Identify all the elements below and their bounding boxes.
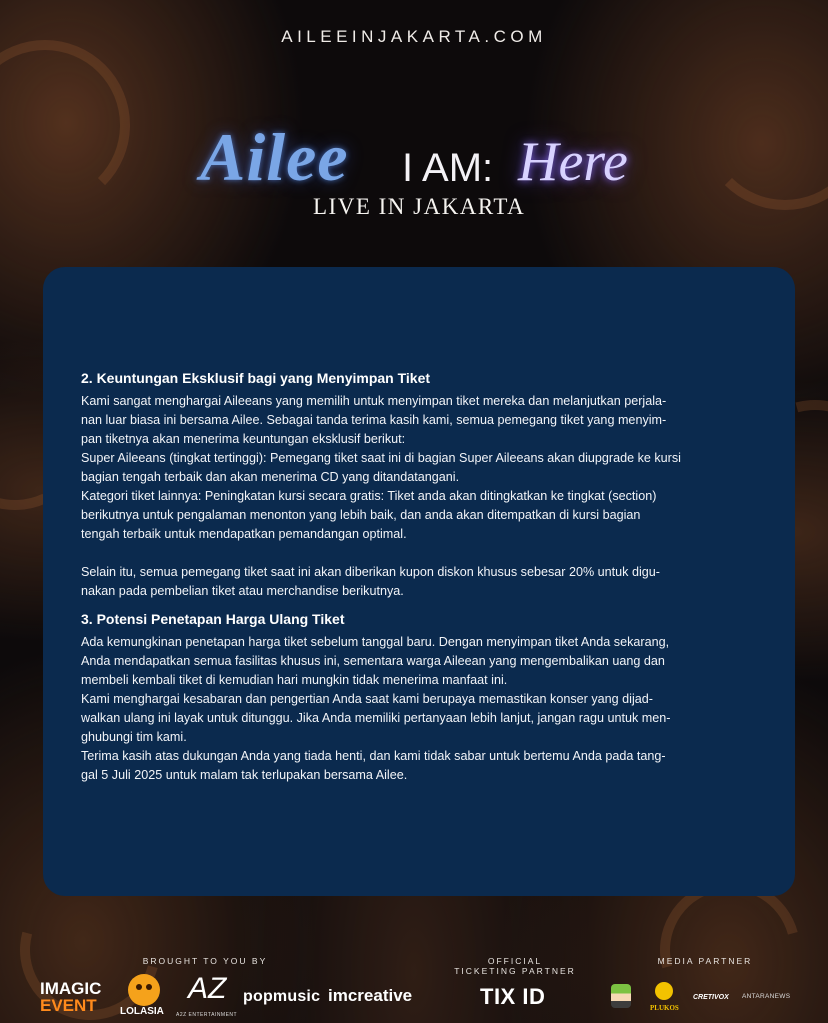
media-partner-label: MEDIA PARTNER (657, 956, 753, 966)
section-3-body (81, 633, 761, 785)
lolasia-logo: LOLASIA (120, 1006, 164, 1017)
antaranews-logo: ANTARANEWS (742, 993, 791, 1000)
text-line: berikutnya untuk pengalaman menonton yang lebih baik, dan anda akan ditempatkan di kursi bagian (81, 508, 641, 522)
logo-subtitle: LIVE IN JAKARTA (313, 194, 526, 219)
text-line: Super Aileeans (tingkat tertinggi): Pemegang tiket saat ini di bagian Super Aileeans akan diupgrade ke kursi (81, 451, 681, 465)
section-3-title: 3. Potensi Penetapan Harga Ulang Tiket (81, 611, 345, 627)
ticketing-label-line2: TICKETING PARTNER (454, 966, 576, 976)
a2z-logo: AZ (188, 972, 227, 1005)
lolasia-face-icon (128, 974, 160, 1006)
imagic-logo-text: IMAGIC (40, 979, 102, 998)
plukos-badge-icon (655, 982, 673, 1000)
text-line: tengah terbaik untuk mendapatkan pemandangan optimal. (81, 527, 407, 541)
background-ornament (700, 40, 828, 210)
text-line: bagian tengah terbaik dan akan menerima CD yang ditandatangani. (81, 470, 460, 484)
media-partner-mascot-icon (611, 984, 631, 1008)
event-logo (200, 118, 650, 228)
text-line: Ada kemungkinan penetapan harga tiket sebelum tanggal baru. Dengan menyimpan tiket Anda sekarang, (81, 635, 670, 649)
section-2-body (81, 392, 761, 601)
text-line: Terima kasih atas dukungan Anda yang tiada henti, dan kami tidak sabar untuk bertemu Anda pada tang- (81, 749, 666, 763)
text-line: nakan pada pembelian tiket atau merchandise berikutnya. (81, 584, 404, 598)
text-line: Anda mendapatkan semua fasilitas khusus ini, sementara warga Aileean yang mengembalikan uang dan (81, 654, 665, 668)
imagic-event-logo (40, 980, 101, 1014)
a2z-subtitle: A2Z ENTERTAINMENT (176, 1012, 238, 1018)
text-line: membeli kembali tiket di kemudian hari mungkin tidak menerima manfaat ini. (81, 673, 508, 687)
sponsor-footer (0, 952, 828, 1023)
imcreative-logo: imcreative (328, 986, 413, 1005)
plukos-logo: PLUKOS (650, 1004, 679, 1012)
background-ornament (0, 40, 130, 210)
section-2-title: 2. Keuntungan Eksklusif bagi yang Menyimpan Tiket (81, 370, 431, 386)
logo-artist: Ailee (200, 119, 349, 195)
text-line: Kami sangat menghargai Aileeans yang memilih untuk menyimpan tiket mereka dan melanjutkan perjala- (81, 394, 667, 408)
popmusic-logo: popmusic (243, 988, 321, 1005)
text-line: Kami menghargai kesabaran dan pengertian Anda saat kami berupaya memastikan konser yang dijad- (81, 692, 653, 706)
text-line: Selain itu, semua pemegang tiket saat ini akan diberikan kupon diskon khusus sebesar 20% untuk digu- (81, 565, 660, 579)
paragraph-gap (81, 544, 761, 563)
site-url[interactable]: AILEEINJAKARTA.COM (281, 27, 547, 46)
text-line: ghubungi tim kami. (81, 730, 187, 744)
ticketing-label-line1: OFFICIAL (487, 956, 543, 966)
logo-tour-prefix: I AM: (402, 146, 494, 190)
notice-content (81, 370, 761, 785)
cretivox-logo: CRETIVOX (693, 994, 729, 1001)
text-line: walkan ulang ini layak untuk ditunggu. Jika Anda memiliki pertanyaan lebih lanjut, jangan ragu untuk men- (81, 711, 671, 725)
text-line: gal 5 Juli 2025 untuk malam tak terlupakan bersama Ailee. (81, 768, 408, 782)
brought-by-label: BROUGHT TO YOU BY (142, 956, 268, 966)
logo-tour-script: Here (518, 131, 628, 193)
text-line: pan tiketnya akan menerima keuntungan eksklusif berikut: (81, 432, 406, 446)
tix-id-logo: TIX ID (480, 984, 546, 1009)
event-logo-text: EVENT (40, 996, 97, 1015)
text-line: nan luar biasa ini bersama Ailee. Sebagai tanda terima kasih kami, semua pemegang tiket yang menyim- (81, 413, 667, 427)
text-line: Kategori tiket lainnya: Peningkatan kursi secara gratis: Tiket anda akan ditingkatkan ke tingkat (section) (81, 489, 657, 503)
